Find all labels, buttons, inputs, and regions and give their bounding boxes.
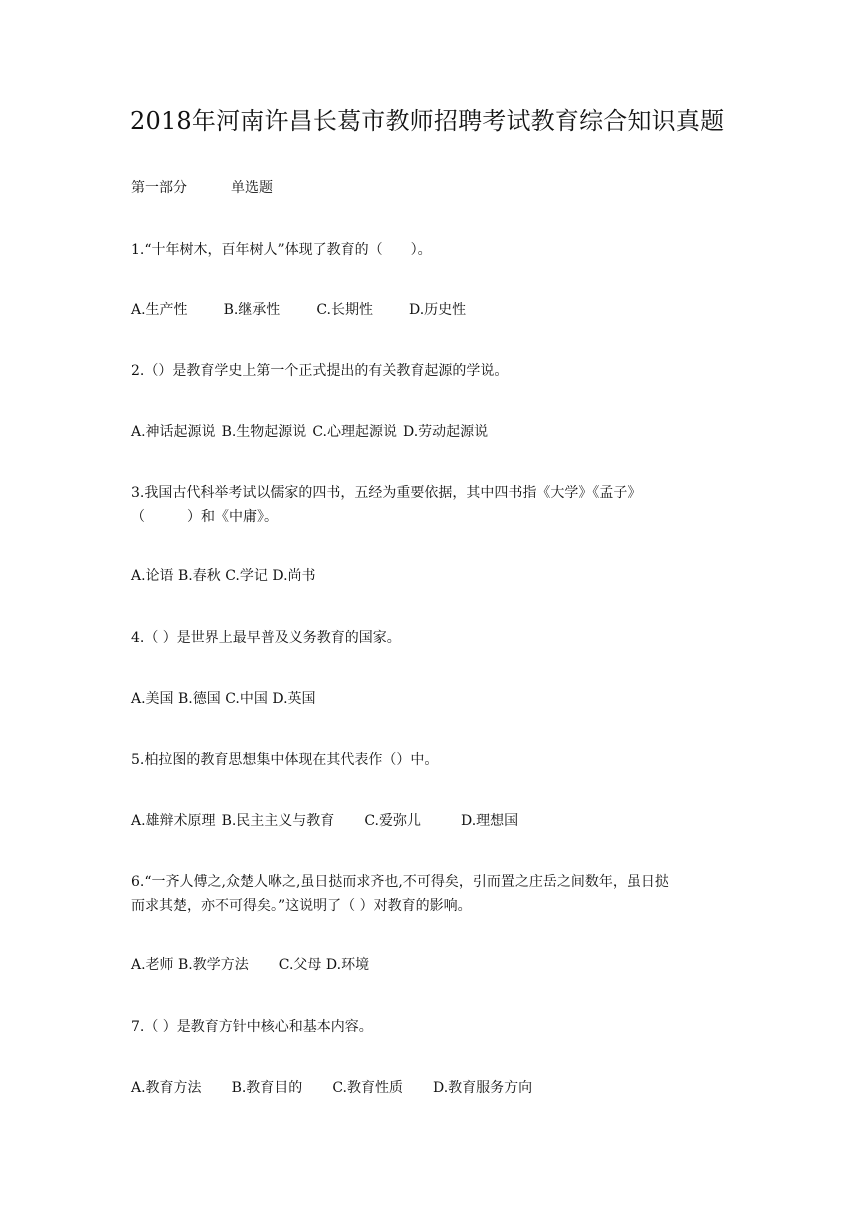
- question-4-stem: 4.（ ）是世界上最早普及义务教育的国家。: [131, 630, 401, 646]
- option-c: C.学记: [225, 568, 268, 584]
- option-b: B.春秋: [178, 568, 221, 584]
- section-name: 第一部分: [131, 180, 187, 196]
- question-3-options: [131, 566, 316, 586]
- page-title: 2018年河南许昌长葛市教师招聘考试教育综合知识真题: [130, 107, 725, 135]
- option-b: B.教育目的: [231, 1080, 303, 1096]
- option-d: D.历史性: [408, 302, 467, 318]
- option-d: D.尚书: [272, 568, 316, 584]
- option-a: A.神话起源说: [131, 424, 216, 440]
- option-d: D.劳动起源说: [402, 424, 489, 440]
- option-d: D.英国: [272, 691, 316, 707]
- question-2-options: [131, 422, 488, 442]
- option-c: C.长期性: [316, 302, 373, 318]
- option-b: B.教学方法: [178, 957, 249, 973]
- option-d: D.环境: [325, 957, 370, 973]
- option-a: A.美国: [131, 691, 174, 707]
- section-heading: [131, 178, 273, 198]
- question-3-stem-line-1: 3.我国古代科举考试以儒家的四书，五经为重要依据，其中四书指《大学》《孟子》: [131, 485, 642, 501]
- question-5-options: [131, 811, 518, 831]
- option-c: C.爱弥儿: [364, 813, 421, 829]
- question-6-options: [131, 955, 369, 975]
- option-b: B.民主主义与教育: [221, 813, 335, 829]
- option-c: C.心理起源说: [312, 424, 397, 440]
- option-c: C.父母: [278, 957, 322, 973]
- question-7-stem: 7.（ ）是教育方针中核心和基本内容。: [131, 1019, 373, 1035]
- option-a: A.生产性: [131, 302, 188, 318]
- question-5-stem: 5.柏拉图的教育思想集中体现在其代表作（）中。: [131, 752, 439, 768]
- option-b: B.继承性: [223, 302, 281, 318]
- question-1-options: [131, 300, 466, 320]
- option-c: C.中国: [225, 691, 268, 707]
- option-a: A.论语: [131, 568, 174, 584]
- question-4-options: [131, 689, 316, 709]
- question-7-options: [131, 1078, 532, 1098]
- question-3-stem-line-2: （ ）和《中庸》。: [131, 509, 278, 525]
- section-type: 单选题: [231, 180, 273, 196]
- option-c: C.教育性质: [332, 1080, 403, 1096]
- question-2-stem: 2.（）是教育学史上第一个正式提出的有关教育起源的学说。: [131, 363, 509, 379]
- question-6-stem-line-1: 6.“一齐人傅之,众楚人咻之,虽日挞而求齐也,不可得矣，引而置之庄岳之间数年，虽日挞: [131, 874, 669, 890]
- option-a: A.雄辩术原理: [131, 813, 216, 829]
- option-a: A.老师: [131, 957, 174, 973]
- question-1-stem: 1.“十年树木，百年树人”体现了教育的（ ）。: [131, 242, 432, 258]
- option-a: A.教育方法: [131, 1080, 202, 1096]
- question-6-stem-line-2: 而求其楚，亦不可得矣。”这说明了（ ）对教育的影响。: [131, 898, 472, 914]
- option-d: D.教育服务方向: [432, 1080, 533, 1096]
- option-b: B.德国: [178, 691, 221, 707]
- option-d: D.理想国: [460, 813, 519, 829]
- option-b: B.生物起源说: [221, 424, 307, 440]
